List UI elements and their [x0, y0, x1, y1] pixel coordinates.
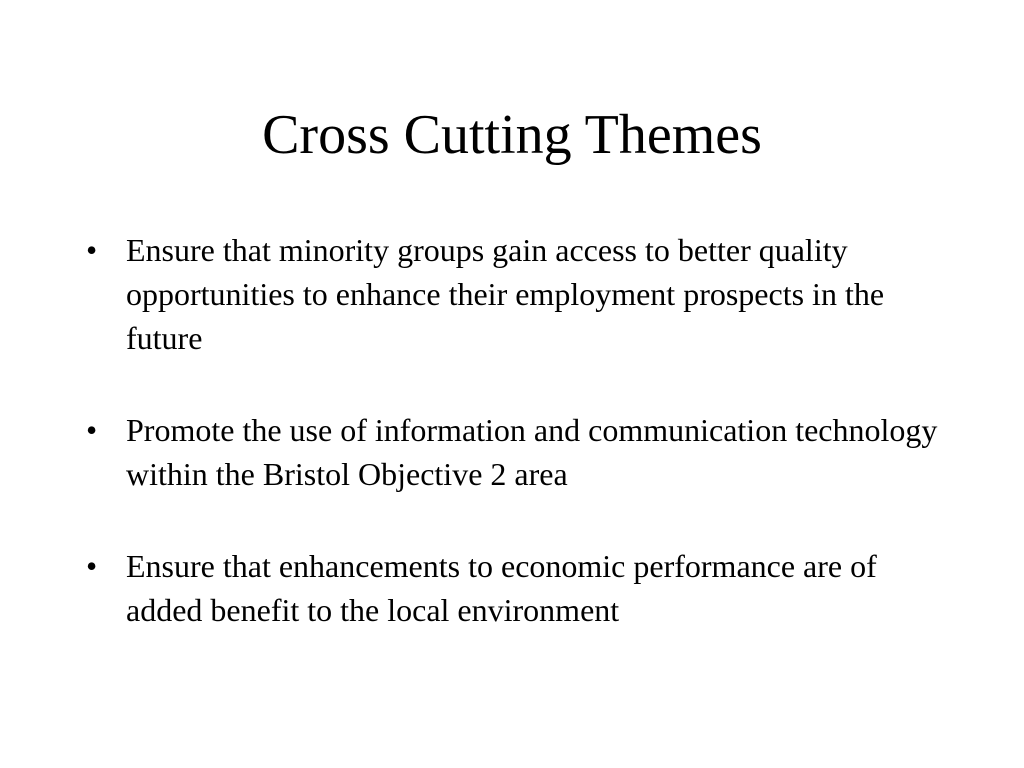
- bullet-dot-icon: •: [86, 548, 98, 584]
- bullet-dot-icon: •: [86, 412, 98, 448]
- list-item: [86, 408, 946, 496]
- bullet-list: [86, 228, 946, 632]
- slide-title: Cross Cutting Themes: [262, 104, 762, 166]
- list-item: [86, 228, 946, 360]
- bullet-text: Ensure that enhancements to economic performance are of added benefit to the local environment: [126, 548, 877, 628]
- bullet-text: Promote the use of information and communication technology within the Bristol Objective 2 area: [126, 412, 938, 492]
- bullet-dot-icon: •: [86, 232, 98, 268]
- bullet-text: Ensure that minority groups gain access to better quality opportunities to enhance their employment prospects in the future: [126, 232, 885, 356]
- list-item: [86, 544, 946, 632]
